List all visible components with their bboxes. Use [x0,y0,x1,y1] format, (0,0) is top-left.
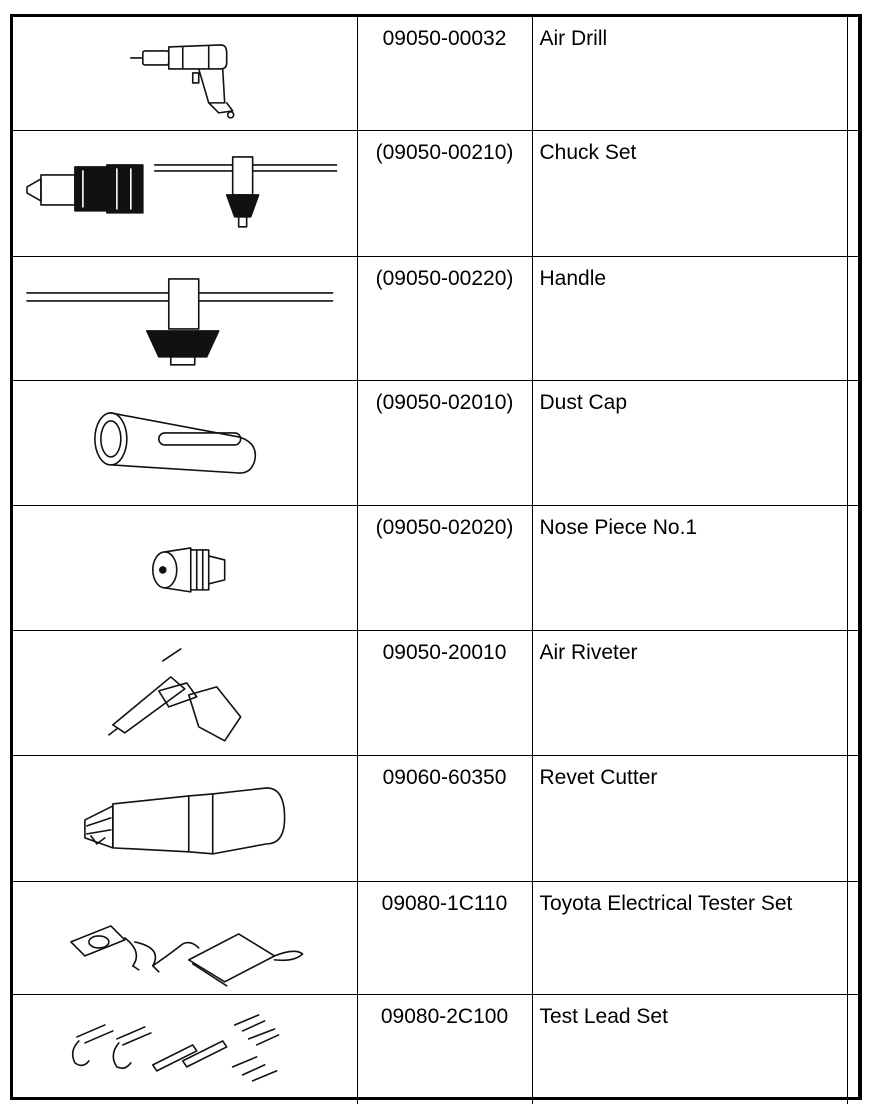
tool-name: Nose Piece No.1 [532,506,847,631]
part-number: (09050-02010) [357,381,532,506]
rivet-cutter-icon [13,756,357,881]
empty-cell [847,881,859,994]
image-cell [13,881,357,994]
empty-cell [847,631,859,756]
tool-name: Air Drill [532,17,847,130]
table-row [13,381,859,506]
part-number: 09050-20010 [357,631,532,756]
table-row [13,17,859,130]
part-number: 09060-60350 [357,755,532,881]
handle-icon [13,257,357,381]
table-row [13,506,859,631]
image-cell [13,256,357,381]
tool-name: Dust Cap [532,381,847,506]
tool-name: Chuck Set [532,130,847,256]
part-number: (09050-00220) [357,256,532,381]
empty-cell [847,994,859,1104]
part-number: (09050-00210) [357,130,532,256]
table-row [13,881,859,994]
tool-name: Test Lead Set [532,994,847,1104]
image-cell [13,381,357,506]
tool-name: Revet Cutter [532,755,847,881]
empty-cell [847,130,859,256]
empty-cell [847,17,859,130]
dust-cap-icon [13,381,357,505]
test-lead-set-icon [13,995,357,1105]
table-row [13,755,859,881]
electrical-tester-icon [13,882,357,994]
air-drill-icon [13,17,357,130]
image-cell [13,17,357,130]
tool-name: Toyota Electrical Tester Set [532,881,847,994]
part-number: 09080-2C100 [357,994,532,1104]
empty-cell [847,755,859,881]
table-row [13,631,859,756]
image-cell [13,506,357,631]
chuck-set-icon [13,131,357,256]
image-cell [13,130,357,256]
image-cell [13,994,357,1104]
table-row [13,130,859,256]
tool-table [13,17,859,1104]
nose-piece-icon [13,506,357,630]
tool-name: Air Riveter [532,631,847,756]
image-cell [13,631,357,756]
tool-table-frame [10,14,862,1100]
empty-cell [847,506,859,631]
tool-name: Handle [532,256,847,381]
part-number: 09050-00032 [357,17,532,130]
table-row [13,256,859,381]
image-cell [13,755,357,881]
air-riveter-icon [13,631,357,755]
part-number: 09080-1C110 [357,881,532,994]
empty-cell [847,381,859,506]
part-number: (09050-02020) [357,506,532,631]
table-row [13,994,859,1104]
empty-cell [847,256,859,381]
